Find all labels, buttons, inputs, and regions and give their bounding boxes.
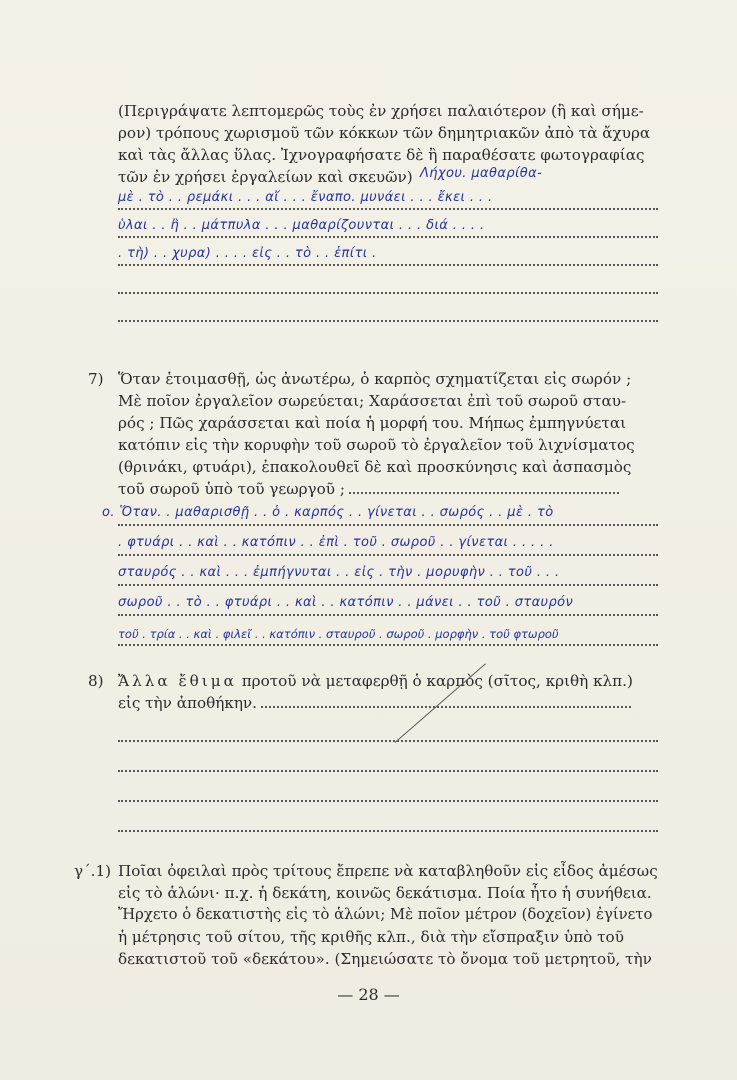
s6-line-4: τῶν ἐν χρήσει ἐργαλείων καὶ σκευῶν) — [118, 168, 413, 186]
q7-handwritten-3: σταυρός . . καὶ . . . ἐμπήγνυται . . εἰς . τὴν . μορυφὴν . . τοῦ . . . — [118, 565, 560, 580]
qg1-line-1: Ποῖαι ὀφειλαὶ πρὸς τρίτους ἔπρεπε νὰ καταβληθοῦν εἰς εἶδος ἀμέσως — [118, 862, 658, 880]
qg1-line-4: ἡ μέτρησις τοῦ σίτου, τῆς κριθῆς κλπ., διὰ τὴν εἴσπραξιν ὑπὸ τοῦ — [118, 928, 624, 946]
dotted-line — [118, 800, 658, 802]
q8-emphasis: Ἄλλα ἔθιμα — [118, 672, 237, 690]
q8-line-2-text: εἰς τὴν ἀποθήκην. — [118, 694, 257, 712]
dotted-line — [118, 740, 658, 742]
dotted-line — [118, 554, 658, 556]
s6-handwritten-4: . τὴ) . . χυρα) . . . . εἰς . . τὸ . . ἑπίτι . — [118, 246, 377, 261]
q8-line-1 — [118, 670, 633, 692]
q7-handwritten-2: . φτυάρι . . καὶ . . κατόπιν . . ἐπὶ . τοῦ . σωροῦ . . γίνεται . . . . . — [118, 535, 554, 550]
q7-line-3: ρός ; Πῶς χαράσσεται καὶ ποία ἡ μορφή του. Μήπως ἐμπηγνύεται — [118, 414, 627, 432]
dotted-line — [118, 208, 658, 210]
dotted-line — [118, 524, 658, 526]
s6-line-2: ρον) τρόπους χωρισμοῦ τῶν κόκκων τῶν δημητριακῶν ἀπὸ τὰ ἄχυρα — [118, 124, 651, 142]
dotted-line — [118, 644, 658, 646]
s6-line-3: καὶ τὰς ἄλλας ὕλας. Ἰχνογραφήσατε δὲ ἢ παραθέσατε φωτογραφίας — [118, 146, 645, 164]
q7-line-5: (θρινάκι, φτυάρι), ἐπακολουθεῖ δὲ καὶ προσκύνησις καὶ ἀσπασμὸς — [118, 458, 632, 476]
dotted-line — [118, 320, 658, 322]
dotted-line — [118, 614, 658, 616]
q7-line-1: Ὅταν ἑτοιμασθῇ, ὡς ἀνωτέρω, ὁ καρπὸς σχηματίζεται εἰς σωρόν ; — [118, 370, 632, 388]
page-number: — 28 — — [337, 985, 400, 1004]
q7-line-6-text: τοῦ σωροῦ ὑπὸ τοῦ γεωργοῦ ; — [118, 480, 345, 498]
q7-handwritten-4: σωροῦ . . τὸ . . φτυάρι . . καὶ . . κατόπιν . . μάνει . . τοῦ . σταυρόν — [118, 595, 574, 610]
qg1-number: γ΄.1) — [74, 862, 112, 880]
dotted-line — [118, 770, 658, 772]
dotted-line — [118, 264, 658, 266]
s6-handwritten-2: μὲ . τὸ . . ρεμάκι . . . αἴ . . . ἔναπο. μυνάει . . . ἔκει . . . — [118, 190, 493, 205]
q7-number: 7) — [88, 370, 104, 388]
q7-line-6 — [118, 478, 619, 500]
q8-line-2 — [118, 692, 631, 714]
q8-line-1-rest: προτοῦ νὰ μεταφερθῇ ὁ καρπὸς (σῖτος, κριθὴ κλπ.) — [241, 672, 633, 690]
dotted-line — [118, 236, 658, 238]
dotted-line — [118, 830, 658, 832]
dotted-line — [261, 706, 631, 708]
dotted-line — [118, 584, 658, 586]
s6-line-1: (Περιγράψατε λεπτομερῶς τοὺς ἐν χρήσει παλαιότερον (ἢ καὶ σήμε- — [118, 102, 644, 120]
q7-handwritten-5: τοῦ . τρία . . καὶ . φιλεῖ . . κατόπιν . σταυροῦ . σωροῦ . μορφὴν . τοῦ φτωροῦ — [118, 627, 559, 641]
q7-handwritten-1: ο. Ὅταν. . μαθαρισθῇ . . ὁ . καρπός . . γίνεται . . σωρός . . μὲ . τὸ — [102, 505, 554, 520]
q7-line-2: Μὲ ποῖον ἐργαλεῖον σωρεύεται; Χαράσσεται ἐπὶ τοῦ σωροῦ σταυ- — [118, 392, 627, 410]
q8-number: 8) — [88, 672, 104, 690]
qg1-line-2: εἰς τὸ ἁλώνι· π.χ. ἡ δεκάτη, κοινῶς δεκάτισμα. Ποία ἦτο ἡ συνήθεια. — [118, 884, 652, 902]
dotted-line — [118, 292, 658, 294]
s6-handwritten-1: Λήχου. μαθαρίθα- — [420, 166, 543, 181]
qg1-line-3: Ἤρχετο ὁ δεκατιστὴς εἰς τὸ ἁλώνι; Μὲ ποῖον μέτρον (δοχεῖον) ἐγίνετο — [118, 906, 653, 923]
qg1-line-5: δεκατιστοῦ τοῦ «δεκάτου». (Σημειώσατε τὸ ὄνομα τοῦ μετρητοῦ, τὴν — [118, 950, 652, 968]
s6-handwritten-3: ὑλαι . . ἢ . . μάτπυλα . . . μαθαρίζουνται . . . διά . . . . — [118, 218, 485, 233]
q7-line-4: κατόπιν εἰς τὴν κορυφὴν τοῦ σωροῦ τὸ ἐργαλεῖον τοῦ λιχνίσματος — [118, 436, 635, 454]
dotted-line — [349, 492, 619, 494]
